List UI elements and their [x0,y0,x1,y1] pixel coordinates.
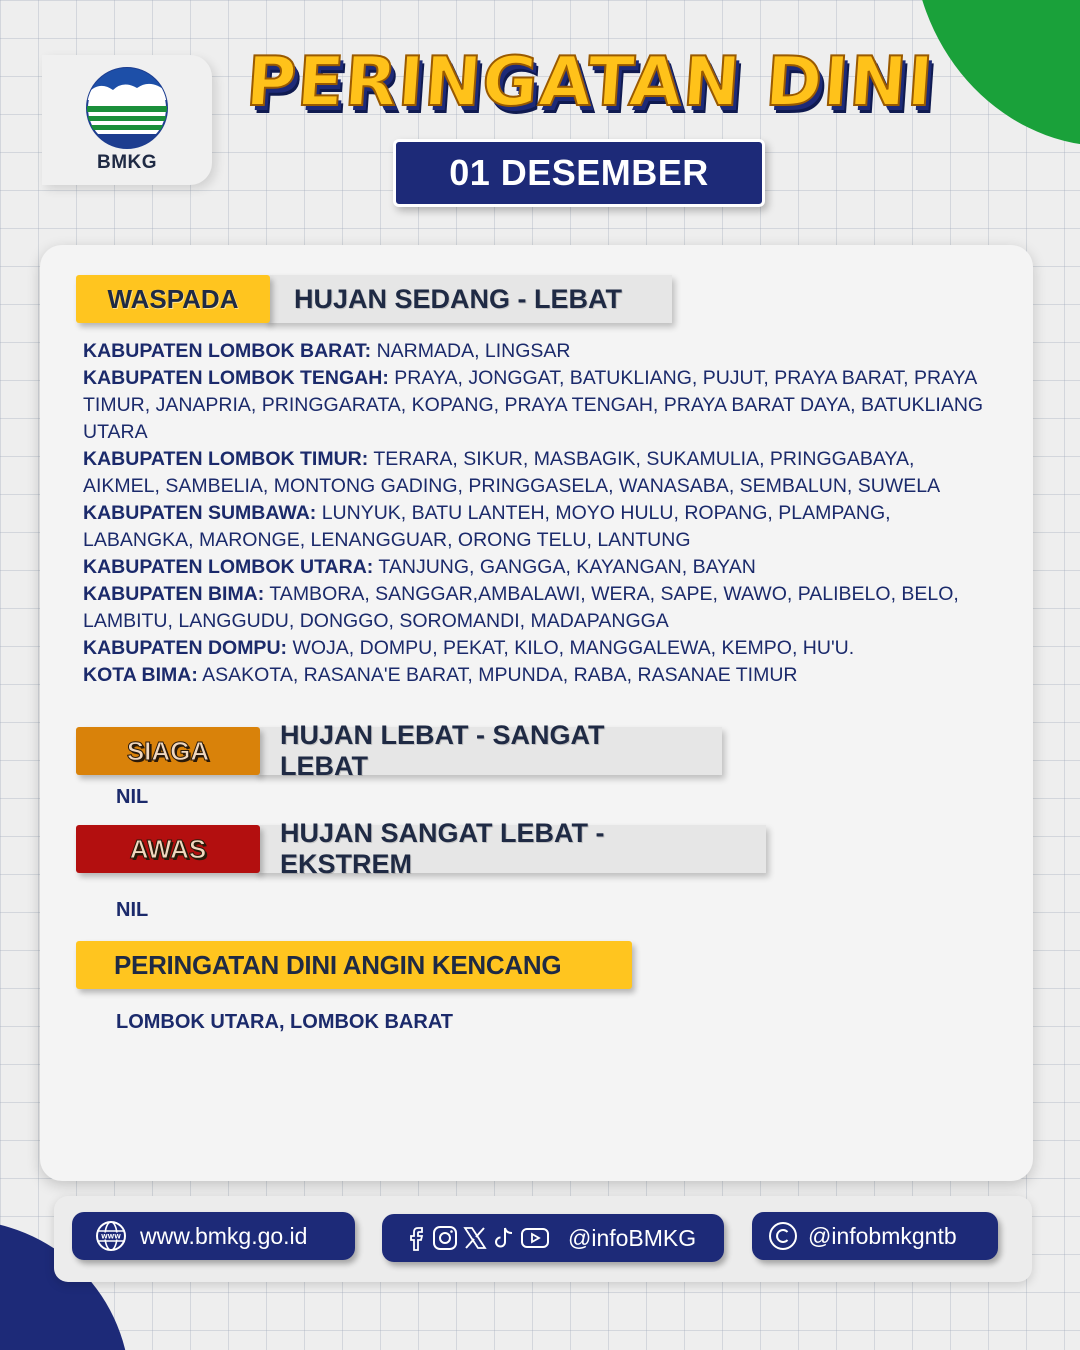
region-areas: PRAYA, JONGGAT, BATUKLIANG, PUJUT, PRAYA BARAT, PRAYA TIMUR, JANAPRIA, PRINGGARATA, KOPANG, PRAYA TENGAH, PRAYA BARAT DAYA, BATUKLIANG UTARA [83,367,984,443]
region-areas: NARMADA, LINGSAR [376,340,571,362]
date-banner [393,139,765,207]
awas-badge [76,825,260,873]
region-name: KABUPATEN LOMBOK TENGAH: [83,367,389,389]
date-text: 01 DESEMBER [449,152,709,193]
siaga-badge [76,727,260,775]
region-areas: TERARA, SIKUR, MASBAGIK, SUKAMULIA, PRINGGABAYA, AIKMEL, SAMBELIA, MONTONG GADING, PRINGGASELA, WANASABA, SEMBALUN, SUWELA [83,448,941,497]
svg-text:WWW: WWW [101,1233,121,1241]
region-areas: ASAKOTA, RASANA'E BARAT, MPUNDA, RABA, RASANAE TIMUR [202,664,798,686]
siaga-level: SIAGA [126,735,210,766]
wind-warning-title: PERINGATAN DINI ANGIN KENCANG [114,949,562,980]
globe-icon [94,1219,128,1253]
waspada-badge [76,275,270,323]
website-link[interactable] [72,1212,355,1260]
social-media-link[interactable] [382,1214,724,1262]
awas-content: NIL [116,899,149,921]
x-twitter-icon [462,1225,488,1251]
wind-warning-areas: LOMBOK UTARA, LOMBOK BARAT [116,1011,453,1033]
region-item [83,554,993,581]
region-item [83,446,993,500]
facebook-icon [408,1224,428,1252]
siaga-header [76,720,722,781]
region-areas: TAMBORA, SANGGAR,AMBALAWI, WERA, SAPE, WAWO, PALIBELO, BELO, LAMBITU, LANGGUDU, DONGGO, SOROMANDI, MADAPANGGA [83,583,959,632]
bmkg-emblem-icon [85,66,169,150]
region-name: KABUPATEN SUMBAWA: [83,502,317,524]
region-name: KOTA BIMA: [83,664,198,686]
ntb-social-link[interactable] [752,1212,998,1260]
siaga-hazard: HUJAN LEBAT - SANGAT LEBAT [256,727,722,775]
region-name: KABUPATEN LOMBOK TIMUR: [83,448,369,470]
region-item [83,662,993,689]
waspada-header [76,275,672,323]
tiktok-icon [492,1225,516,1251]
youtube-icon [520,1225,550,1251]
region-name: KABUPATEN BIMA: [83,583,265,605]
waspada-region-list [83,338,993,689]
instagram-icon [432,1225,458,1251]
region-name: KABUPATEN DOMPU: [83,637,288,659]
region-item [83,635,993,662]
region-item [83,338,993,365]
siaga-content: NIL [116,786,149,808]
awas-header [76,818,766,879]
waspada-level: WASPADA [107,283,239,314]
awas-level: AWAS [129,833,207,864]
ntb-handle: @infobmkgntb [808,1222,957,1249]
region-item [83,500,993,554]
bmkg-logo [42,55,212,185]
website-text: www.bmkg.go.id [140,1222,308,1249]
region-areas: WOJA, DOMPU, PEKAT, KILO, MANGGALEWA, KEMPO, HU'U. [292,637,855,659]
region-item [83,581,993,635]
region-name: KABUPATEN LOMBOK UTARA: [83,556,374,578]
region-name: KABUPATEN LOMBOK BARAT: [83,340,372,362]
copyright-icon [768,1221,798,1251]
footer [54,1196,1032,1282]
region-areas: TANJUNG, GANGGA, KAYANGAN, BAYAN [378,556,756,578]
region-item [83,365,993,446]
page-title: PERINGATAN DINI [243,43,937,122]
logo-text: BMKG [96,152,158,173]
region-areas: LUNYUK, BATU LANTEH, MOYO HULU, ROPANG, PLAMPANG, LABANGKA, MARONGE, LENANGGUAR, ORONG TELU, LANTUNG [83,502,891,551]
awas-hazard: HUJAN SANGAT LEBAT - EKSTREM [256,825,766,873]
social-handle: @infoBMKG [568,1224,697,1251]
wind-warning-badge [76,941,632,989]
warning-card [40,245,1033,1181]
waspada-hazard: HUJAN SEDANG - LEBAT [266,275,672,323]
